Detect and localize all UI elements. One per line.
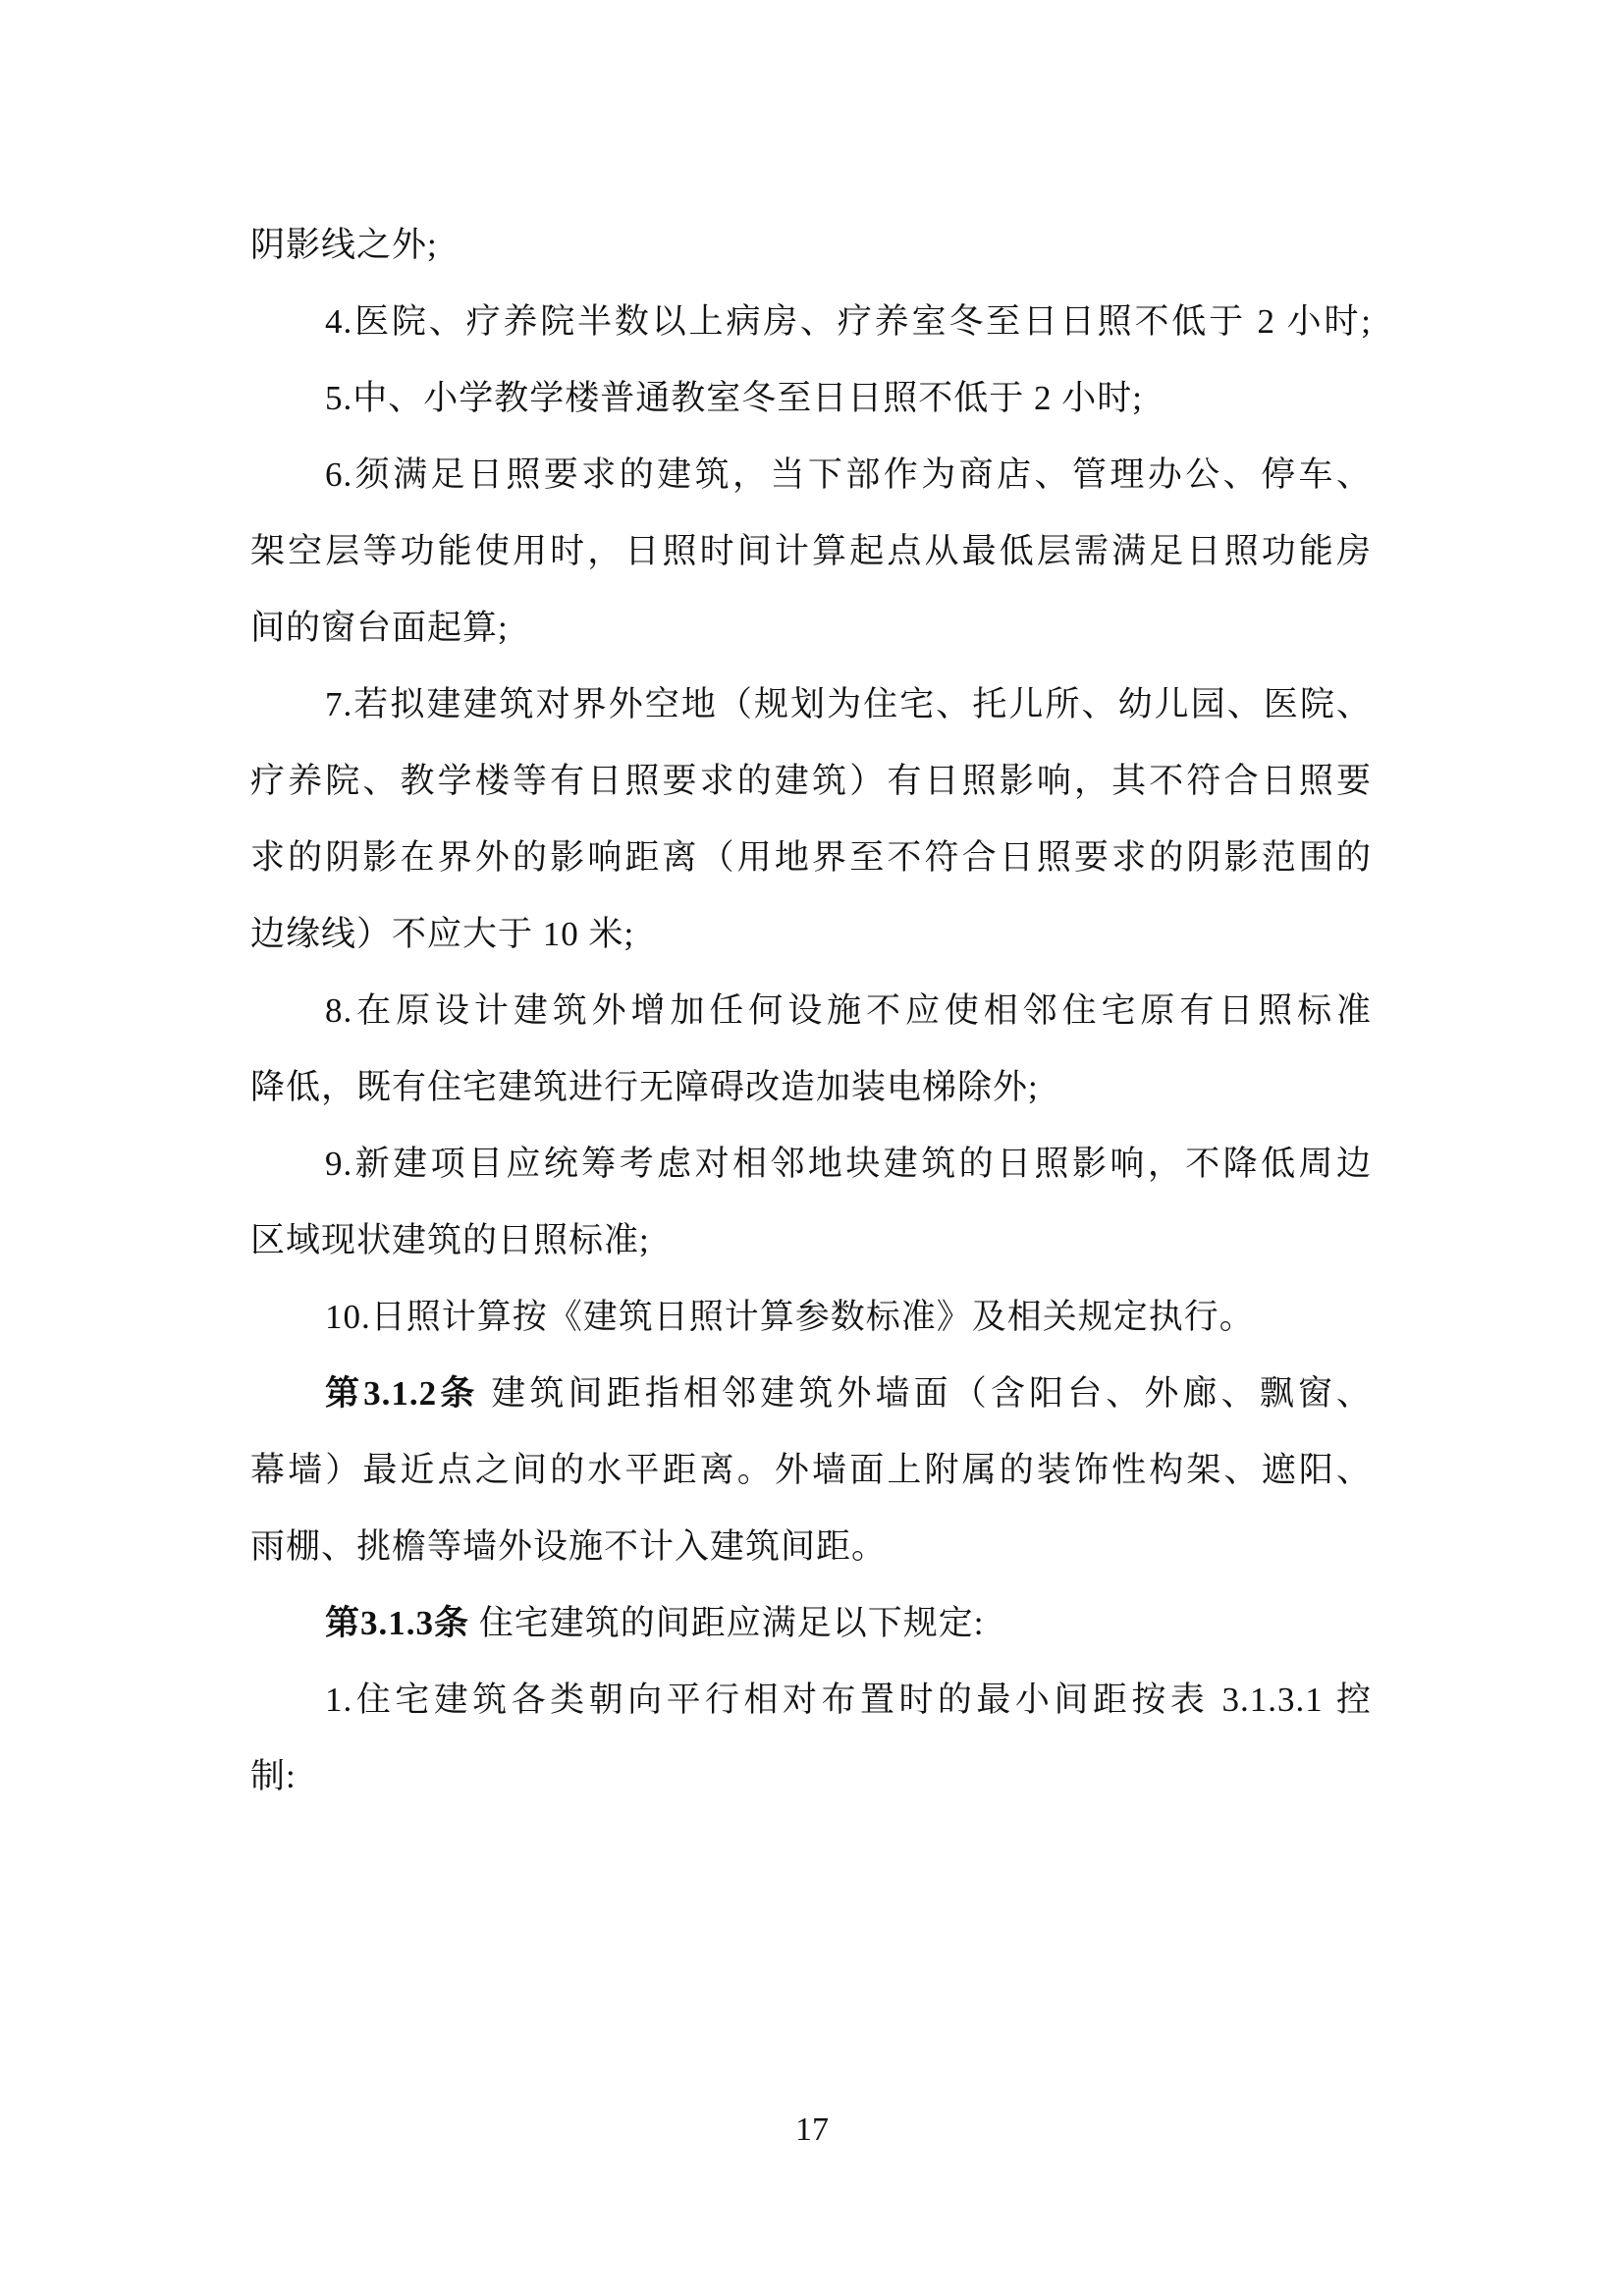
article-number-label: 第3.1.2条 [325, 1374, 479, 1413]
text-line: 阴影线之外; [250, 226, 438, 264]
text-line: 6.须满足日照要求的建筑，当下部作为商店、管理办公、停车、 [325, 455, 1372, 494]
text-line: 区域现状建筑的日照标准; [250, 1221, 650, 1259]
text-line [250, 1585, 1372, 1662]
text-line: 8.在原设计建筑外增加任何设施不应使相邻住宅原有日照标准 [325, 991, 1372, 1030]
text-line: 1.住宅建筑各类朝向平行相对布置时的最小间距按表 3.1.3.1 控 [325, 1681, 1372, 1719]
text-line: 降低，既有住宅建筑进行无障碍改造加装电梯除外; [250, 1068, 1039, 1106]
article-text: 住宅建筑的间距应满足以下规定: [469, 1604, 985, 1642]
text-line: 7.若拟建建筑对界外空地（规划为住宅、托儿所、幼儿园、医院、 [325, 685, 1372, 723]
page-number: 17 [795, 2111, 829, 2148]
text-line: 9.新建项目应统筹考虑对相邻地块建筑的日照影响，不降低周边 [325, 1145, 1372, 1183]
text-line: 5.中、小学教学楼普通教室冬至日日照不低于 2 小时; [325, 379, 1143, 417]
text-line [250, 1356, 1372, 1432]
text-line: 架空层等功能使用时，日照时间计算起点从最低层需满足日照功能房 [250, 532, 1372, 570]
text-line: 求的阴影在界外的影响距离（用地界至不符合日照要求的阴影范围的 [250, 838, 1372, 877]
text-line: 疗养院、教学楼等有日照要求的建筑）有日照影响，其不符合日照要 [250, 762, 1372, 800]
text-line: 幕墙）最近点之间的水平距离。外墙面上附属的装饰性构架、遮阳、 [250, 1451, 1372, 1489]
text-line: 10.日照计算按《建筑日照计算参数标准》及相关规定执行。 [325, 1298, 1255, 1336]
article-text: 建筑间距指相邻建筑外墙面（含阳台、外廊、飘窗、 [478, 1374, 1372, 1413]
text-line: 间的窗台面起算; [250, 609, 509, 647]
text-line: 边缘线）不应大于 10 米; [250, 915, 635, 953]
text-line: 雨棚、挑檐等墙外设施不计入建筑间距。 [250, 1527, 888, 1566]
document-body [250, 207, 1372, 1815]
article-number-label: 第3.1.3条 [325, 1604, 470, 1642]
text-line: 4.医院、疗养院半数以上病房、疗养室冬至日日照不低于 2 小时; [325, 302, 1372, 341]
text-line: 制: [250, 1757, 297, 1795]
